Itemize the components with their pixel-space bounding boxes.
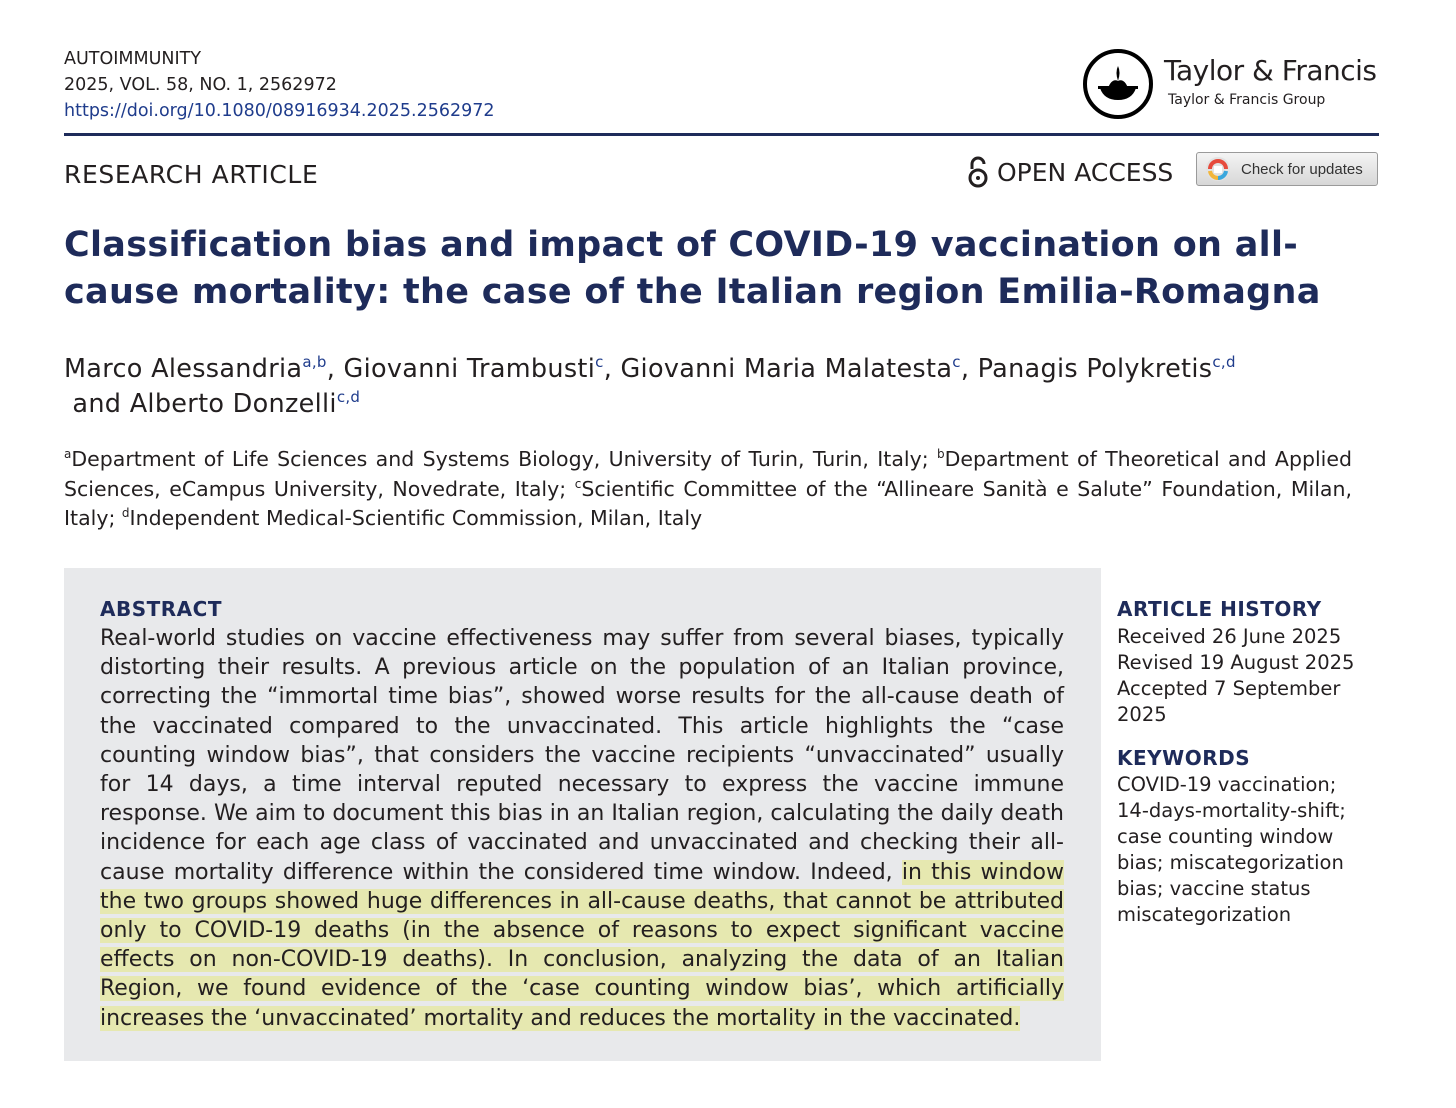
journal-info [64,46,495,124]
check-updates-button[interactable] [1196,152,1378,186]
open-access-badge [967,156,1173,188]
highlighted-text: in this window the two groups showed huge differences in all-cause deaths, that cannot be attributed only to COVID-19 deaths (in the absence of reasons to expect significant vaccine effects on non-COVID-19 deaths). In conclusion, analyzing the data of an Italian Region, we found evidence of the ‘case counting window bias’, which artificially increases the ‘unvaccinated’ mortality and reduces the mortality in the vaccinated. [100,859,1064,1031]
journal-volume: 2025, VOL. 58, NO. 1, 2562972 [64,75,337,95]
affiliations: $^a$Department of Life Sciences and Systems Biology, University of Turin, Turin, Italy; $^b$Department of Theoretical and Applied Sciences, eCampus University, Novedrate, Italy; $^c$Scientific Committee of the “Allineare Sanità e Salute” Foundation, Milan, Italy; $^d$Independent Medical-Scientific Commission, Milan, Italy [64,447,1352,530]
open-access-label: OPEN ACCESS [997,157,1174,187]
author[interactable]: Marco Alessandria$^{a,b}$ [64,353,327,384]
author[interactable]: Giovanni Trambusti$^c$ [343,353,604,384]
affiliation: Independent Medical-Scientific Commission, Milan, Italy [129,506,703,530]
article-type: RESEARCH ARTICLE [64,160,319,189]
affiliation: Scientific Committee of the “Allineare Sanità e Salute” Foundation, Milan, Italy; [64,476,1352,530]
doi-link[interactable]: https://doi.org/10.1080/08916934.2025.2562972 [64,101,495,121]
author[interactable]: Panagis Polykretis$^{c,d}$ [977,353,1236,384]
affiliation: Department of Life Sciences and Systems Biology, University of Turin, Turin, Italy; [71,447,937,471]
accepted-date: Accepted 7 September 2025 [1117,677,1341,726]
publisher-group: Taylor & Francis Group [1168,92,1326,108]
abstract-heading: ABSTRACT [100,597,222,621]
author[interactable]: Alberto Donzelli$^{c,d}$ [129,388,361,419]
author-list: Marco Alessandria$^{a,b}$, Giovanni Trambusti$^c$, Giovanni Maria Malatesta$^c$, Panagis Polykretis$^{c,d}$ and Alberto Donzelli$^{c,d}$ [64,353,1236,419]
keywords-list: COVID-19 vaccination; 14-days-mortality-shift; case counting window bias; miscategorization bias; vaccine status miscategorization [1117,773,1346,926]
lamp-logo-icon [1082,48,1154,120]
author[interactable]: Giovanni Maria Malatesta$^c$ [620,353,961,384]
header-rule [64,133,1379,136]
keywords-heading: KEYWORDS [1117,746,1251,770]
received-date: Received 26 June 2025 [1117,625,1342,648]
publisher-logo [1082,48,1382,122]
abstract-text: Real-world studies on vaccine effectiveness may suffer from several biases, typically distorting their results. A previous article on the population of an Italian province, correcting the “immortal time bias”, showed worse results for the all-cause death of the vaccinated compared to the unvaccinated. This article highlights the “case counting window bias”, that considers the vaccine recipients “unvaccinated” usually for 14 days, a time interval reputed necessary to express the vaccine immune response. We aim to document this bias in an Italian region, calculating the daily death incidence for each age class of vaccinated and unvaccinated and checking their all-cause mortality difference within the considered time window. Indeed, in this window the two groups showed huge differences in all-cause deaths, that cannot be attributed only to COVID-19 deaths (in the absence of reasons to expect significant vaccine effects on non-COVID-19 deaths). In conclusion, analyzing the data of an Italian Region, we found evidence of the ‘case counting window bias’, which artificially increases the ‘unvaccinated’ mortality and reduces the mortality in the vaccinated. [100,626,1064,1031]
crossmark-icon [1205,156,1231,182]
revised-date: Revised 19 August 2025 [1117,651,1355,674]
journal-name: AUTOIMMUNITY [64,49,202,69]
affiliation: Department of Theoretical and Applied Sciences, eCampus University, Novedrate, Italy; [64,447,1352,501]
article-history [1117,624,1367,728]
open-lock-icon [967,156,989,188]
publisher-name: Taylor & Francis [1164,54,1377,87]
history-heading: ARTICLE HISTORY [1117,597,1322,621]
check-updates-label: Check for updates [1241,160,1363,178]
article-title: Classification bias and impact of COVID-19 vaccination on all-cause mortality: the case of the Italian region Emilia-Romagna [64,225,1321,312]
